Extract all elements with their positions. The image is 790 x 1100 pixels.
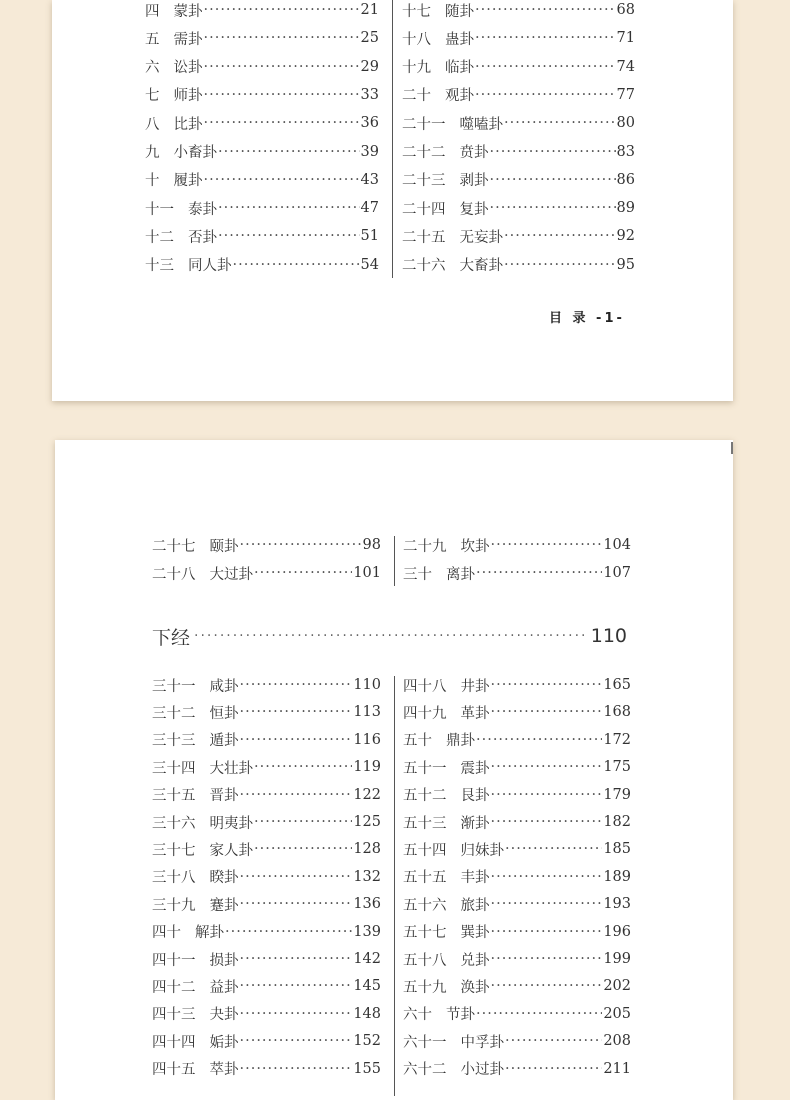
- leader-dots: [218, 228, 360, 244]
- leader-dots: [204, 172, 360, 188]
- toc-entry: [145, 141, 379, 163]
- toc-entry: [403, 838, 631, 860]
- toc-entry: [402, 112, 635, 134]
- toc-entry: [152, 674, 381, 696]
- entry-page-number: 95: [616, 256, 635, 273]
- entry-number: 五十二: [403, 788, 447, 805]
- entry-title: 革卦: [460, 705, 490, 722]
- toc-entry: [152, 729, 381, 751]
- entry-number: 五十八: [403, 952, 447, 969]
- toc-entry: [145, 254, 379, 276]
- entry-number: 八: [145, 116, 160, 133]
- section-title: 下经: [152, 626, 191, 649]
- toc-entry: [152, 866, 381, 888]
- entry-number: 二十二: [402, 145, 446, 161]
- entry-title: 姤卦: [209, 1034, 239, 1051]
- entry-page-number: 182: [603, 814, 631, 830]
- leader-dots: [240, 1033, 353, 1049]
- column-divider-lower: [394, 676, 395, 1096]
- toc-entry: [152, 948, 381, 970]
- entry-page-number: 29: [360, 58, 379, 75]
- entry-title: 蛊卦: [445, 31, 474, 48]
- entry-number: 四十二: [152, 979, 196, 996]
- toc-entry: [402, 27, 635, 49]
- entry-page-number: 132: [353, 868, 381, 885]
- toc-entry: [403, 893, 631, 915]
- leader-dots: [204, 59, 360, 75]
- entry-title: 涣卦: [460, 979, 490, 996]
- toc-entry: [403, 729, 631, 751]
- entry-page-number: 107: [603, 565, 631, 581]
- toc-entry: [145, 225, 379, 247]
- toc-entry: [403, 1030, 631, 1052]
- entry-page-number: 193: [603, 896, 631, 913]
- entry-title: 巽卦: [460, 925, 490, 942]
- toc-entry: [402, 254, 635, 276]
- entry-number: 四: [145, 3, 160, 20]
- entry-page-number: 145: [353, 978, 381, 995]
- leader-dots: [254, 814, 352, 830]
- entry-number: 二十四: [402, 201, 446, 218]
- toc-entry: [152, 756, 381, 778]
- entry-title: 离卦: [446, 566, 475, 583]
- entry-title: 震卦: [460, 760, 490, 777]
- entry-page-number: 51: [360, 228, 379, 245]
- entry-page-number: 142: [353, 951, 381, 967]
- entry-page-number: 36: [360, 115, 379, 132]
- entry-number: 六十: [403, 1007, 432, 1024]
- entry-title: 鼎卦: [446, 733, 475, 750]
- leader-dots: [505, 1033, 602, 1049]
- entry-number: 六: [145, 60, 160, 77]
- leader-dots: [491, 759, 603, 775]
- leader-dots: [476, 1006, 602, 1022]
- toc-entry: [403, 701, 631, 723]
- leader-dots: [490, 144, 616, 160]
- toc-entry: [152, 975, 381, 997]
- leader-dots: [240, 787, 353, 803]
- entry-title: 小过卦: [460, 1062, 504, 1079]
- toc-entry: [152, 921, 381, 943]
- leader-dots: [240, 1006, 353, 1022]
- entry-title: 节卦: [446, 1007, 475, 1024]
- entry-page-number: 136: [353, 896, 381, 913]
- entry-number: 二十: [402, 88, 431, 105]
- toc-entry: [403, 1003, 631, 1025]
- entry-page-number: 128: [353, 841, 381, 858]
- entry-number: 四十三: [152, 1007, 196, 1024]
- entry-number: 三十一: [152, 678, 196, 695]
- leader-dots: [240, 732, 353, 748]
- toc-entry: [152, 784, 381, 806]
- toc-entry: [402, 197, 635, 219]
- toc-page-2: [55, 440, 733, 1100]
- entry-page-number: 116: [353, 731, 381, 748]
- entry-page-number: 152: [353, 1033, 381, 1050]
- entry-page-number: 148: [353, 1005, 381, 1022]
- entry-title: 噬嗑卦: [459, 116, 503, 133]
- entry-number: 五十三: [403, 815, 447, 832]
- entry-title: 蹇卦: [209, 897, 239, 914]
- entry-number: 二十七: [152, 538, 196, 555]
- entry-number: 四十八: [403, 678, 447, 695]
- leader-dots: [240, 869, 353, 885]
- leader-dots: [491, 704, 603, 720]
- toc-entry: [402, 225, 635, 247]
- toc-entry: [402, 0, 635, 21]
- entry-page-number: 25: [360, 30, 379, 47]
- leader-dots: [240, 704, 353, 720]
- toc-right-column-lower: [403, 440, 631, 1100]
- entry-number: 四十: [152, 925, 181, 942]
- toc-entry: [145, 27, 379, 49]
- toc-entry: [145, 169, 379, 191]
- entry-number: 三十七: [152, 842, 196, 859]
- toc-entry: [403, 948, 631, 970]
- toc-entry: [403, 1058, 631, 1080]
- entry-number: 四十九: [403, 705, 447, 722]
- section-page-number: 110: [590, 625, 627, 647]
- entry-title: 观卦: [445, 88, 474, 105]
- entry-number: 二十一: [402, 116, 446, 133]
- entry-page-number: 139: [353, 923, 381, 940]
- entry-page-number: 86: [616, 171, 635, 188]
- toc-entry: [403, 756, 631, 778]
- entry-page-number: 47: [360, 200, 379, 217]
- toc-entry: [403, 811, 631, 833]
- toc-entry: [403, 866, 631, 888]
- entry-number: 二十三: [402, 173, 446, 190]
- entry-title: 井卦: [460, 678, 490, 695]
- entry-page-number: 101: [353, 565, 381, 581]
- entry-title: 蒙卦: [173, 3, 203, 20]
- leader-dots: [225, 924, 352, 940]
- entry-title: 归妹卦: [460, 842, 504, 859]
- toc-right-column: [402, 0, 635, 290]
- entry-title: 丰卦: [460, 870, 490, 887]
- entry-number: 四十四: [152, 1034, 196, 1051]
- toc-entry: [402, 169, 635, 191]
- entry-page-number: 92: [616, 228, 635, 245]
- entry-page-number: 68: [616, 2, 635, 18]
- entry-number: 四十五: [152, 1062, 196, 1079]
- leader-dots: [475, 87, 616, 103]
- entry-title: 渐卦: [460, 815, 490, 832]
- entry-title: 复卦: [459, 201, 489, 218]
- leader-dots: [491, 924, 603, 940]
- entry-number: 十九: [402, 60, 431, 77]
- entry-title: 泰卦: [188, 201, 217, 218]
- entry-number: 六十二: [403, 1062, 447, 1079]
- toc-page-1: [52, 0, 733, 401]
- entry-page-number: 113: [353, 704, 381, 721]
- entry-page-number: 119: [353, 759, 381, 776]
- entry-title: 大过卦: [209, 566, 253, 583]
- leader-dots: [240, 896, 353, 912]
- entry-number: 二十九: [403, 538, 447, 555]
- entry-page-number: 208: [603, 1033, 631, 1050]
- column-divider-upper: [394, 536, 395, 586]
- toc-entry: [403, 784, 631, 806]
- entry-page-number: 77: [616, 86, 635, 103]
- entry-page-number: 33: [360, 86, 379, 103]
- entry-number: 三十六: [152, 815, 196, 832]
- entry-page-number: 205: [603, 1005, 631, 1022]
- entry-title: 贲卦: [459, 145, 489, 161]
- leader-dots: [204, 115, 360, 131]
- entry-title: 家人卦: [209, 842, 253, 859]
- toc-entry: [403, 975, 631, 997]
- entry-page-number: 80: [616, 115, 635, 132]
- entry-number: 三十: [403, 566, 432, 583]
- entry-page-number: 122: [353, 786, 381, 803]
- entry-number: 五十一: [403, 760, 447, 777]
- toc-entry: [145, 0, 379, 21]
- entry-number: 二十五: [402, 229, 446, 246]
- leader-dots: [491, 869, 603, 885]
- entry-number: 五十四: [403, 842, 447, 859]
- toc-entry: [152, 701, 381, 723]
- entry-page-number: 196: [603, 923, 631, 940]
- entry-title: 否卦: [188, 229, 217, 246]
- leader-dots: [490, 200, 616, 216]
- entry-page-number: 104: [603, 537, 631, 553]
- entry-page-number: 155: [353, 1060, 381, 1077]
- entry-number: 四十一: [152, 952, 196, 969]
- entry-page-number: 54: [360, 256, 379, 273]
- entry-title: 比卦: [173, 116, 203, 133]
- entry-title: 颐卦: [209, 538, 239, 555]
- leader-dots: [475, 59, 616, 75]
- entry-title: 明夷卦: [209, 815, 253, 832]
- leader-dots: [490, 172, 616, 188]
- toc-entry: [152, 811, 381, 833]
- leader-dots: [476, 732, 602, 748]
- toc-entry: [402, 84, 635, 106]
- entry-title: 小畜卦: [173, 145, 217, 161]
- entry-number: 七: [145, 88, 160, 105]
- toc-entry: [145, 56, 379, 78]
- entry-title: 解卦: [195, 925, 224, 942]
- leader-dots: [204, 87, 360, 103]
- leader-dots: [504, 257, 616, 273]
- leader-dots: [475, 30, 616, 46]
- entry-number: 九: [145, 145, 160, 161]
- toc-left-column-lower: [152, 440, 381, 1100]
- entry-page-number: 98: [362, 537, 381, 553]
- entry-title: 咸卦: [209, 678, 239, 695]
- entry-title: 需卦: [173, 31, 203, 48]
- leader-dots: [491, 814, 603, 830]
- entry-number: 五十五: [403, 870, 447, 887]
- leader-dots: [491, 896, 603, 912]
- page-edge-mark: [731, 442, 733, 454]
- leader-dots: [491, 951, 603, 967]
- toc-entry: [145, 84, 379, 106]
- entry-number: 五: [145, 31, 160, 48]
- entry-page-number: 199: [603, 951, 631, 967]
- leader-dots: [491, 978, 603, 994]
- entry-number: 六十一: [403, 1034, 447, 1051]
- entry-page-number: 185: [603, 841, 631, 858]
- toc-entry: [152, 1058, 381, 1080]
- entry-page-number: 172: [603, 731, 631, 748]
- leader-dots: [240, 1061, 353, 1077]
- entry-number: 三十四: [152, 760, 196, 777]
- entry-title: 师卦: [173, 88, 203, 105]
- toc-entry: [145, 197, 379, 219]
- entry-number: 十三: [145, 258, 174, 275]
- entry-number: 十八: [402, 31, 431, 48]
- entry-page-number: 168: [603, 704, 631, 721]
- entry-title: 益卦: [209, 979, 239, 996]
- leader-dots: [240, 951, 353, 967]
- leader-dots: [233, 257, 360, 273]
- entry-number: 五十九: [403, 979, 447, 996]
- entry-title: 晋卦: [209, 788, 239, 805]
- entry-page-number: 89: [616, 200, 635, 217]
- entry-page-number: 110: [353, 677, 381, 693]
- page-footer: 目 录 -1-: [549, 311, 625, 326]
- entry-title: 睽卦: [209, 870, 239, 887]
- entry-title: 无妄卦: [459, 229, 503, 246]
- entry-page-number: 83: [616, 143, 635, 160]
- entry-page-number: 189: [603, 868, 631, 885]
- leader-dots: [218, 144, 360, 160]
- entry-number: 三十三: [152, 733, 196, 750]
- entry-number: 三十八: [152, 870, 196, 887]
- column-divider: [392, 0, 393, 278]
- entry-title: 随卦: [445, 3, 474, 20]
- entry-page-number: 211: [603, 1060, 631, 1077]
- entry-number: 五十七: [403, 925, 447, 942]
- entry-title: 遁卦: [209, 733, 239, 750]
- toc-entry: [403, 674, 631, 696]
- leader-dots: [491, 677, 603, 693]
- entry-number: 十一: [145, 201, 174, 218]
- entry-title: 大壮卦: [209, 760, 253, 777]
- entry-title: 恒卦: [209, 705, 239, 722]
- entry-title: 大畜卦: [459, 258, 503, 275]
- leader-dots: [505, 841, 602, 857]
- leader-dots: [240, 677, 353, 693]
- entry-number: 十: [145, 173, 160, 190]
- leader-dots: [504, 228, 616, 244]
- toc-entry: [402, 141, 635, 163]
- toc-entry: [152, 1030, 381, 1052]
- leader-dots: [254, 841, 352, 857]
- leader-dots: [475, 2, 616, 18]
- entry-title: 夬卦: [209, 1007, 239, 1024]
- entry-number: 三十二: [152, 705, 196, 722]
- entry-page-number: 165: [603, 677, 631, 693]
- entry-title: 损卦: [209, 952, 239, 969]
- entry-number: 三十五: [152, 788, 196, 805]
- toc-entry: [402, 56, 635, 78]
- entry-page-number: 71: [616, 30, 635, 47]
- leader-dots: [240, 978, 353, 994]
- toc-left-column: [145, 0, 379, 290]
- entry-title: 坎卦: [460, 538, 490, 555]
- entry-page-number: 202: [603, 978, 631, 995]
- leader-dots: [204, 2, 360, 18]
- entry-title: 旅卦: [460, 897, 490, 914]
- entry-title: 履卦: [173, 173, 203, 190]
- toc-entry: [403, 921, 631, 943]
- leader-dots: [505, 1061, 602, 1077]
- entry-page-number: 179: [603, 786, 631, 803]
- toc-entry: [152, 893, 381, 915]
- entry-number: 十二: [145, 229, 174, 246]
- entry-title: 萃卦: [209, 1062, 239, 1079]
- entry-title: 讼卦: [173, 60, 203, 77]
- entry-title: 剥卦: [459, 173, 489, 190]
- entry-page-number: 21: [360, 2, 379, 18]
- entry-number: 十七: [402, 3, 431, 20]
- leader-dots: [254, 759, 352, 775]
- leader-dots: [491, 787, 603, 803]
- entry-number: 五十: [403, 733, 432, 750]
- entry-page-number: 175: [603, 759, 631, 776]
- entry-title: 艮卦: [460, 788, 490, 805]
- entry-number: 二十六: [402, 258, 446, 275]
- toc-entry: [152, 1003, 381, 1025]
- entry-number: 三十九: [152, 897, 196, 914]
- entry-page-number: 74: [616, 58, 635, 75]
- toc-entry: [145, 112, 379, 134]
- entry-title: 中孚卦: [460, 1034, 504, 1051]
- entry-page-number: 125: [353, 814, 381, 830]
- entry-number: 二十八: [152, 566, 196, 583]
- entry-title: 临卦: [445, 60, 474, 77]
- entry-page-number: 39: [360, 143, 379, 160]
- entry-number: 五十六: [403, 897, 447, 914]
- entry-page-number: 43: [360, 171, 379, 188]
- leader-dots: [204, 30, 360, 46]
- entry-title: 兑卦: [460, 952, 490, 969]
- toc-entry: [152, 838, 381, 860]
- leader-dots: [504, 115, 616, 131]
- leader-dots: [218, 200, 360, 216]
- entry-title: 同人卦: [188, 258, 232, 275]
